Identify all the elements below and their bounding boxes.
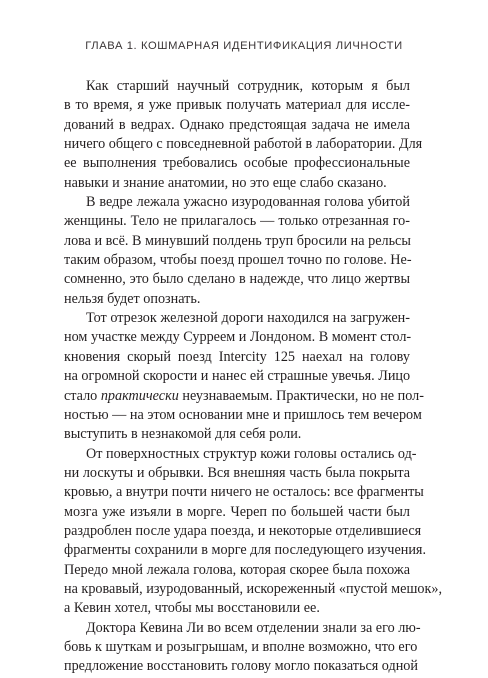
paragraph-2-line-3: лова и всё. В минувший полдень труп бросили на рельсы — [64, 232, 411, 249]
paragraph-1-line-1: Как старший научный сотрудник, которым я был — [86, 78, 410, 94]
paragraph-4-line-6: фрагменты сохранили в морге для последующего изучения. — [64, 542, 426, 559]
paragraph-2-line-2: женщины. Тело не прилагалось — только отрезанная го- — [64, 213, 410, 230]
paragraph-4-line-7: Передо мной лежала голова, которая скорее была похожа — [64, 561, 410, 578]
paragraph-4-line-3: кровью, а внутри почти ничего не осталось: все фрагменты — [64, 484, 424, 501]
paragraph-3-line-2: ном участке между Сурреем и Лондоном. В момент стол- — [64, 329, 412, 346]
running-head: ГЛАВА 1. КОШМАРНАЯ ИДЕНТИФИКАЦИЯ ЛИЧНОСТИ — [85, 40, 403, 52]
body-text — [64, 77, 443, 677]
paragraph-1-line-6: навыки и знание анатомии, но это еще слабо сказано. — [64, 174, 387, 191]
paragraph-3-line-4: на огромной скорости и нанес ей страшные увечья. Лицо — [64, 368, 411, 385]
paragraph-5-line-3: предложение восстановить голову могло показаться одной — [64, 658, 418, 675]
paragraph-4-line-5: раздроблен после удара поезда, и некоторые отделившиеся — [64, 522, 422, 539]
paragraph-3-line-3: кновения скорый поезд Intercity 125 наехал на голову — [64, 348, 410, 365]
paragraph-2-line-1: В ведре лежала ужасно изуродованная голова убитой — [86, 194, 410, 211]
paragraph-1-line-2: в то время, я уже привык получать материал для иссле- — [64, 97, 410, 114]
paragraph-4-line-4: мозга уже изъяли в морге. Череп по большей части был — [64, 503, 410, 520]
paragraph-3-line-6: ностью — на этом основании мне и пришлось тем вечером — [64, 406, 422, 423]
paragraph-3-line-5-start: стало — [64, 387, 101, 404]
paragraph-3-line-5 — [64, 387, 424, 406]
paragraph-3-line-7: выступить в незнакомой для себя роли. — [64, 426, 302, 443]
paragraph-4-line-8: на кровавый, изуродованный, искореженный «пустой мешок», — [64, 580, 443, 597]
paragraph-1-line-5: ее выполнения требовались особые профессиональные — [64, 155, 410, 172]
paragraph-2-line-5: сомненно, это было сделано в надежде, что лицо жертвы — [64, 271, 410, 288]
paragraph-2-line-6: нельзя будет опознать. — [64, 290, 201, 307]
emphasis-word: практически — [100, 387, 179, 404]
paragraph-4-line-9: а Кевин хотел, чтобы мы восстановили ее. — [64, 600, 320, 617]
paragraph-5-line-2: бовь к шуткам и розыгрышам, и вполне возможно, что его — [64, 638, 418, 655]
paragraph-4-line-2: ни лоскуты и обрывки. Вся внешняя часть была покрыта — [64, 464, 410, 481]
paragraph-3-line-1: Тот отрезок железной дороги находился на загружен- — [86, 310, 410, 327]
paragraph-3-line-5-end: неузнаваемым. Практически, но не пол- — [178, 387, 424, 404]
paragraph-1-line-4: ничего общего с повседневной работой в лаборатории. Для — [64, 136, 423, 153]
paragraph-1-line-3: дований в ведрах. Однако предстоящая задача не имела — [64, 116, 410, 133]
paragraph-4-line-1: От поверхностных структур кожи головы остались од- — [86, 445, 417, 462]
paragraph-2-line-4: таким образом, чтобы поезд прошел точно по голове. Не- — [64, 252, 412, 269]
paragraph-5-line-1: Доктора Кевина Ли во всем отделении знали за его лю- — [86, 619, 421, 636]
